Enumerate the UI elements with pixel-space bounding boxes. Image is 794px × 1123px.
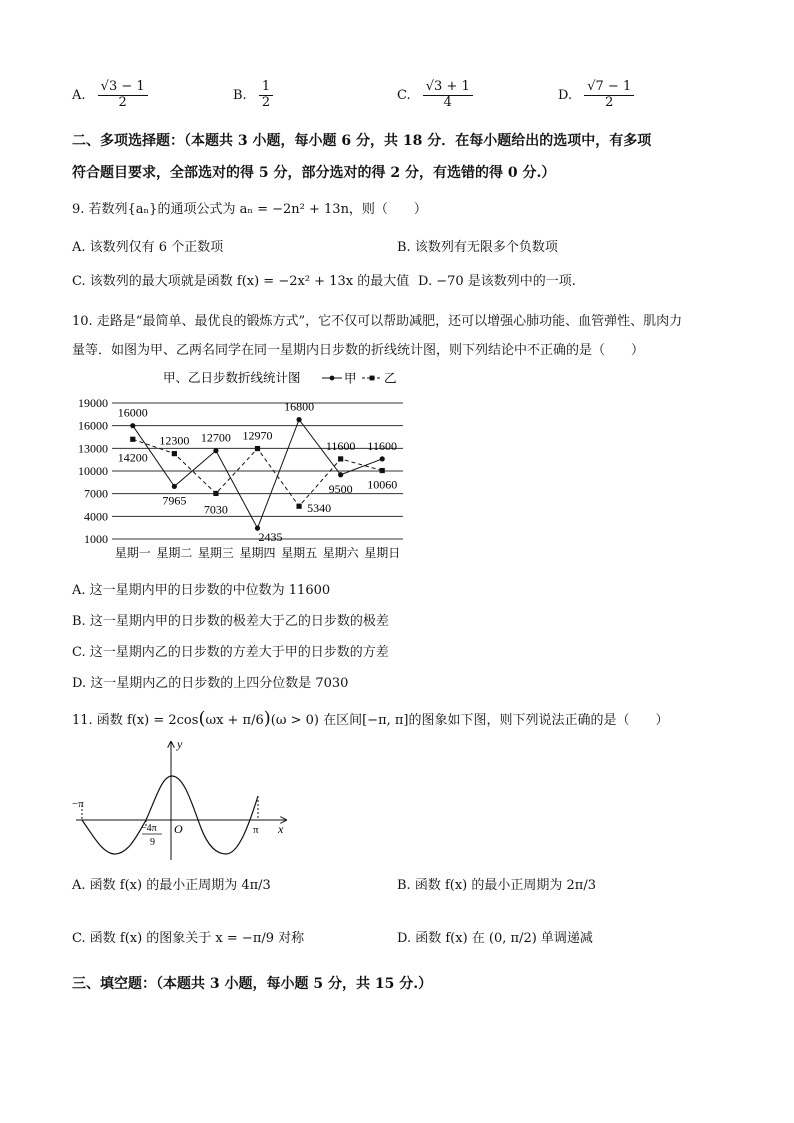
- data-label: 11600: [325, 438, 356, 453]
- q8-option-d: D. $\frac{√7 - 1}{2}$: [558, 80, 634, 111]
- q10-stem-line1: 10. 走路是“最简单、最优良的锻炼方式”，它不仅可以帮助减肥，还可以增强心肺功能、血管弹性、肌肉力: [72, 314, 683, 329]
- neg-pi-label: −π: [72, 798, 84, 810]
- q11-option-b: B. 函数 f(x) 的最小正周期为 2π/3: [397, 878, 596, 893]
- chart-x-tick-labels: [115, 545, 400, 560]
- y-tick-label: 1000: [84, 532, 108, 546]
- q9-option-c: C. 该数列的最大项就是函数 f(x) = −2x² + 13x 的最大值: [72, 274, 410, 289]
- data-label: 16000: [117, 405, 148, 420]
- y-tick-label: 10000: [78, 464, 108, 478]
- data-label: 9500: [328, 481, 353, 496]
- q9-stem: 9. 若数列{aₙ}的通项公式为 aₙ = −2n² + 13n，则（ ）: [72, 202, 427, 217]
- section2-heading-line1: 二、多项选择题：（本题共 3 小题，每小题 6 分，共 18 分．在每小题给出的选项中，有多项: [72, 133, 652, 149]
- chart-y-tick-labels: [78, 396, 108, 546]
- x-tick-label: 星期二: [156, 546, 193, 560]
- pi-label: π: [253, 824, 259, 836]
- y-tick-label: 19000: [78, 396, 108, 410]
- data-point: [130, 423, 135, 428]
- q8-option-a: A. $\frac{√3 - 1}{2}$: [72, 80, 148, 111]
- x-tick-label: 星期六: [322, 546, 359, 560]
- q11-option-c: C. 函数 f(x) 的图象关于 x = −π/9 对称: [72, 931, 305, 946]
- legend-marker: [370, 376, 375, 381]
- q10-stem-line2: 量等．如图为甲、乙两名同学在同一星期内日步数的折线统计图，则下列结论中不正确的是（ ）: [72, 343, 645, 358]
- q11-stem: 11. 函数 f(x) = 2cos(ωx + π/6)(ω > 0) 在区间[−π, π]的图象如下图，则下列说法正确的是（ ）: [72, 708, 669, 729]
- q11-option-a: A. 函数 f(x) 的最小正周期为 4π/3: [72, 878, 271, 893]
- data-label: 12700: [200, 430, 231, 445]
- data-point: [338, 456, 343, 461]
- x-axis-label: x: [278, 822, 284, 836]
- x-tick-label: 星期五: [281, 546, 318, 560]
- data-label: 14200: [117, 450, 148, 465]
- q10-option-a: A. 这一星期内甲的日步数的中位数为 11600: [72, 583, 331, 598]
- chart-title: 甲、乙日步数折线统计图: [163, 371, 301, 385]
- q9-option-d: D. −70 是该数列中的一项.: [418, 274, 576, 289]
- y-tick-label: 13000: [78, 441, 108, 456]
- data-label: 10060: [367, 477, 398, 492]
- q11-cosine-graph: [68, 738, 298, 863]
- x-tick-label: 星期四: [239, 546, 276, 560]
- data-point: [338, 472, 343, 477]
- data-point: [380, 456, 385, 461]
- q10-option-c: C. 这一星期内乙的日步数的方差大于甲的日步数的方差: [72, 645, 389, 660]
- x-tick-label: 星期三: [197, 546, 234, 560]
- y-tick-label: 16000: [78, 418, 108, 433]
- data-point: [213, 491, 218, 496]
- cosine-curve: [82, 776, 258, 854]
- q9-option-a: A. 该数列仅有 6 个正数项: [72, 240, 224, 255]
- mark-numerator: −4π: [141, 823, 157, 834]
- data-label: 12300: [159, 433, 190, 448]
- data-point: [172, 484, 177, 489]
- q11-option-d: D. 函数 f(x) 在 (0, π/2) 单调递减: [397, 931, 593, 946]
- data-point: [296, 417, 301, 422]
- chart-data-labels: [118, 400, 397, 545]
- chart-legend: [322, 372, 397, 386]
- q9-option-b: B. 该数列有无限多个负数项: [397, 240, 558, 255]
- legend-marker: [330, 376, 335, 381]
- data-label: 12970: [242, 428, 273, 443]
- origin-label: O: [174, 822, 183, 836]
- data-label: 5340: [307, 501, 332, 516]
- q10-option-d: D. 这一星期内乙的日步数的上四分位数是 7030: [72, 676, 349, 691]
- q10-option-b: B. 这一星期内甲的日步数的极差大于乙的日步数的极差: [72, 614, 389, 629]
- legend-label: 乙: [384, 371, 397, 386]
- chart-grid: [112, 403, 403, 539]
- step-count-line-chart: [60, 364, 420, 569]
- x-tick-label: 星期一: [114, 546, 151, 560]
- y-tick-label: 4000: [84, 509, 108, 524]
- data-point: [255, 446, 260, 451]
- q8-option-c: C. $\frac{√3 + 1}{4}$: [397, 80, 473, 111]
- mark-denominator: 9: [150, 837, 155, 848]
- data-point: [296, 504, 301, 509]
- data-point: [172, 451, 177, 456]
- section2-heading-line2: 符合题目要求，全部选对的得 5 分，部分选对的得 2 分，有选错的得 0 分.）: [72, 165, 556, 181]
- section3-heading: 三、填空题：（本题共 3 小题，每小题 5 分，共 15 分.）: [72, 976, 433, 992]
- y-axis-label: y: [177, 738, 183, 751]
- data-point: [130, 437, 135, 442]
- data-label: 2435: [258, 530, 283, 545]
- data-label: 11600: [367, 438, 397, 453]
- data-label: 7965: [162, 493, 187, 508]
- data-label: 7030: [203, 502, 228, 517]
- data-label: 16800: [284, 399, 315, 414]
- data-point: [380, 468, 385, 473]
- data-point: [213, 448, 218, 453]
- x-tick-label: 星期日: [364, 546, 401, 560]
- q8-option-b: B. $\frac{1}{2}$: [233, 80, 273, 111]
- legend-label: 甲: [344, 371, 357, 386]
- y-tick-label: 7000: [84, 486, 108, 501]
